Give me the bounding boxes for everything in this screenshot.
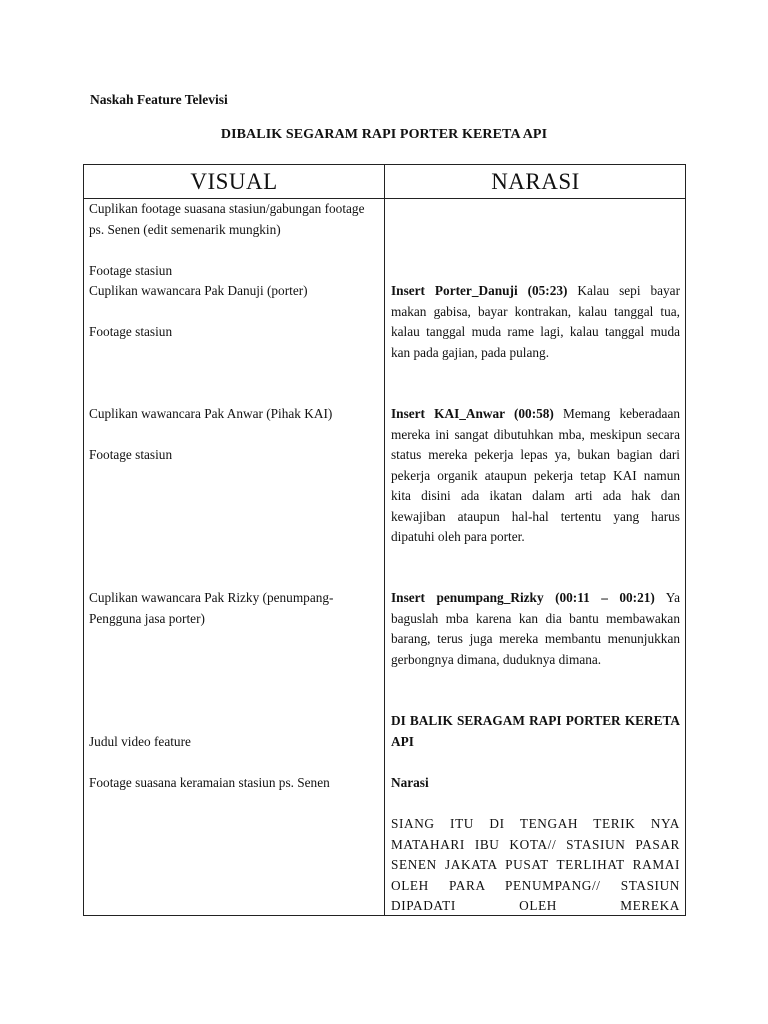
feature-title-text: DI BALIK SERAGAM RAPI PORTER KERETA API [391, 713, 680, 749]
insert-label: Insert Porter_Danuji (05:23) [391, 283, 568, 298]
insert-quote: Memang keberadaan mereka ini sangat dibutuhkan mba, meskipun secara status mereka pekerja lepas ya, bukan bagian dari pekerja organik ataupun pekerja tetap KAI namun kita disini ada ikatan dalam arti ada hak dan kewajiban ataupun hal-hal tertentu yang harus dipatuhi oleh para porter. [391, 406, 681, 544]
insert-quote: Ya baguslah mba karena kan dia bantu membawakan barang, terus juga mereka membantu menunjukkan gerbongnya dimana, duduknya dimana. [391, 590, 680, 667]
column-divider [384, 165, 385, 915]
narasi-heading [391, 773, 680, 794]
insert-quote: Kalau sepi bayar makan gabisa, bayar kontrakan, kalau tanggal tua, kalau tanggal muda rame lagi, kalau tanggal muda kan pada gajian, pada pulang. [391, 283, 681, 360]
narasi-feature-title [391, 711, 680, 752]
visual-item-video-title: Judul video feature [89, 734, 191, 749]
visual-item-danuji-interview: Cuplikan wawancara Pak Danuji (porter) [89, 283, 308, 298]
script-table [83, 164, 686, 916]
narasi-insert-anwar [391, 404, 680, 548]
visual-item-station-footage: Footage stasiun [89, 324, 173, 339]
visual-item-station-footage: Footage stasiun [89, 447, 173, 462]
narasi-insert-danuji [391, 281, 680, 363]
visual-item-crowd-footage: Footage suasana keramaian stasiun ps. Senen [89, 775, 330, 790]
visual-item-station-footage: Footage stasiun [89, 263, 173, 278]
narasi-column-header: NARASI [491, 168, 580, 194]
narasi-heading-text: Narasi [391, 775, 429, 790]
narasi-insert-rizky [391, 588, 680, 670]
insert-label: Insert penumpang_Rizky (00:11 – 00:21) [391, 590, 655, 605]
insert-label: Insert KAI_Anwar (00:58) [391, 406, 554, 421]
document-label: Naskah Feature Televisi [90, 92, 228, 107]
visual-item-opening-footage: Cuplikan footage suasana stasiun/gabungan footage ps. Senen (edit semenarik mungkin) [89, 201, 365, 237]
visual-item-rizky-interview: Cuplikan wawancara Pak Rizky (penumpang-Pengguna jasa porter) [89, 590, 334, 626]
narasi-opening-text: SIANG ITU DI TENGAH TERIK NYA MATAHARI IBU KOTA// STASIUN PASAR SENEN JAKATA PUSAT TERLIHAT RAMAI OLEH PARA PENUMPANG// STASIUN DIPADATI OLEH MEREKA [391, 816, 680, 913]
visual-column-header: VISUAL [190, 168, 278, 194]
document-title: DIBALIK SEGARAM RAPI PORTER KERETA API [220, 127, 548, 142]
visual-item-anwar-interview: Cuplikan wawancara Pak Anwar (Pihak KAI) [89, 406, 333, 421]
